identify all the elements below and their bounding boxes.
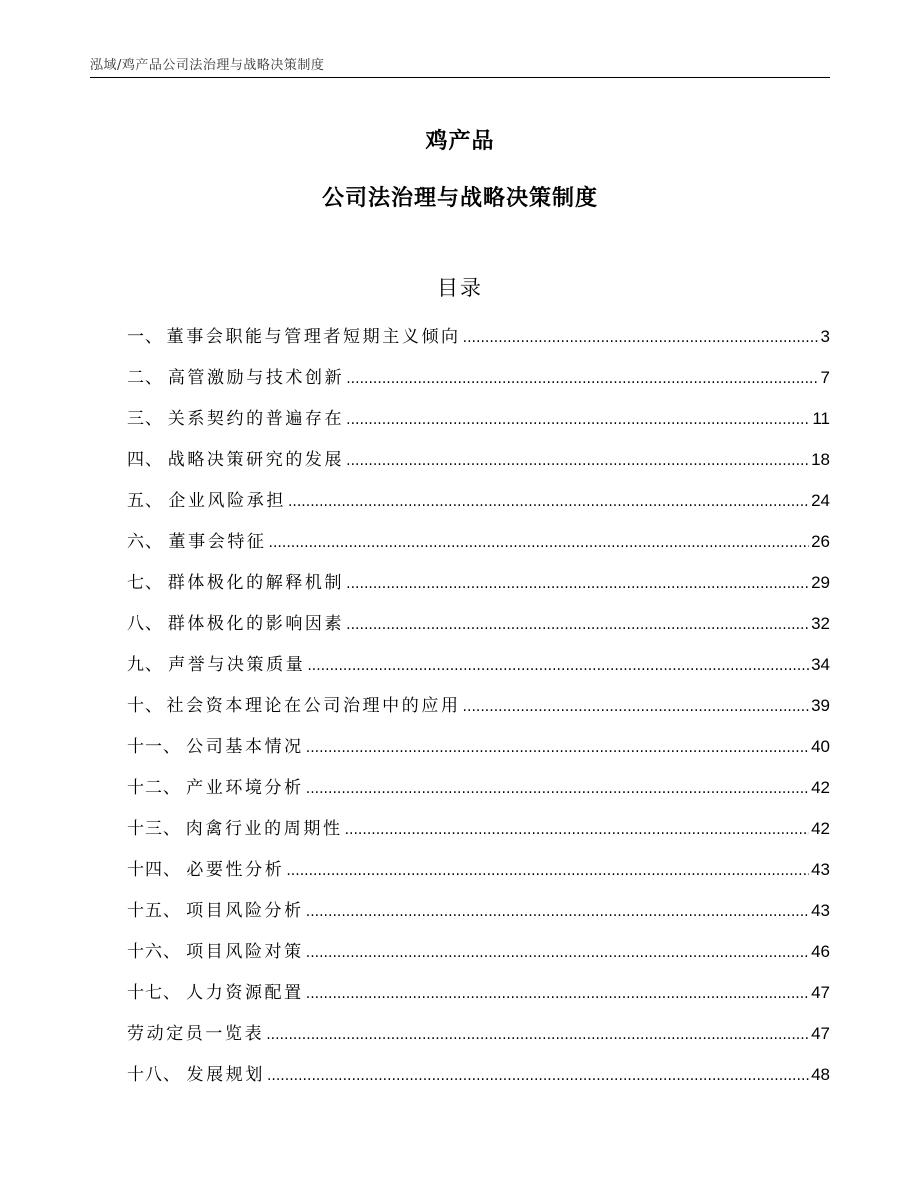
toc-entry-page-number: 48 [811,1065,830,1084]
toc-entry-page-number: 46 [811,942,830,961]
toc-entry[interactable] [127,611,830,652]
toc-entry-title: 产业环境分析 [186,778,304,798]
toc-entry-number: 十七、 [127,983,181,1003]
toc-entry-title: 高管激励与技术创新 [167,368,345,388]
toc-entry-number: 二、 [127,368,163,388]
toc-entry-dot-leader [463,694,810,720]
toc-entry[interactable] [127,734,830,775]
toc-entry-title: 声誉与决策质量 [168,655,306,675]
toc-entry-page-number: 26 [811,532,830,551]
toc-entry-dot-leader [266,1022,809,1048]
toc-entry-dot-leader [306,735,809,761]
toc-entry-page-number: 24 [811,491,830,510]
toc-entry-number: 五、 [127,491,163,511]
toc-entry-dot-leader [346,448,809,474]
toc-entry-dot-leader [345,817,810,843]
document-title-line-2: 公司法治理与战略决策制度 [321,186,598,211]
toc-entry-dot-leader [306,776,809,802]
toc-heading: 目录 [437,276,483,300]
toc-entry-dot-leader [267,1063,809,1089]
toc-entry[interactable] [127,529,830,570]
toc-entry-number: 七、 [127,573,163,593]
toc-entry[interactable] [127,447,830,488]
toc-entry-dot-leader [307,653,809,679]
toc-entry[interactable] [127,898,830,939]
toc-entry-title: 企业风险承担 [168,491,286,511]
toc-entry-title: 董事会职能与管理者短期主义倾向 [166,327,461,347]
toc-entry-title: 关系契约的普遍存在 [167,409,345,429]
toc-entry-number: 十六、 [127,942,181,962]
toc-entry-number: 八、 [127,614,163,634]
toc-entry-page-number: 32 [811,614,830,633]
toc-entry-page-number: 34 [811,655,830,674]
toc-entry-number: 十五、 [127,901,181,921]
toc-entry-title: 群体极化的影响因素 [167,614,345,634]
toc-entry-dot-leader [463,325,819,351]
toc-entry[interactable] [127,570,830,611]
toc-entry-number: 四、 [127,450,163,470]
toc-entry[interactable] [127,775,830,816]
toc-entry-page-number: 11 [812,409,830,428]
toc-entry[interactable] [127,693,830,734]
toc-entry-page-number: 42 [811,778,830,797]
toc-entry-page-number: 39 [811,696,830,715]
toc-entry-number: 十三、 [127,819,181,839]
toc-entry-page-number: 43 [811,901,830,920]
toc-entry-number: 三、 [127,409,163,429]
toc-entry[interactable] [127,652,830,693]
toc-entry-dot-leader [346,407,810,433]
toc-entry-page-number: 47 [811,1024,830,1043]
toc-entry-number: 一、 [127,327,163,347]
toc-entry-title: 必要性分析 [186,860,285,880]
toc-entry[interactable] [127,857,830,898]
toc-entry-title: 董事会特征 [168,532,267,552]
toc-entry-dot-leader [269,530,810,556]
toc-entry-number: 十一、 [127,737,181,757]
table-of-contents [127,324,830,1103]
toc-entry[interactable] [127,324,830,365]
toc-entry-title: 社会资本理论在公司治理中的应用 [166,696,461,716]
header-divider [90,77,830,78]
toc-entry-dot-leader [346,571,809,597]
toc-entry-title: 群体极化的解释机制 [167,573,345,593]
toc-entry-title: 项目风险分析 [186,901,304,921]
toc-entry-title: 项目风险对策 [186,942,304,962]
toc-entry-title: 发展规划 [186,1065,265,1085]
toc-entry-page-number: 40 [811,737,830,756]
toc-entry-title: 公司基本情况 [186,737,304,757]
toc-entry-dot-leader [288,489,809,515]
toc-entry[interactable] [127,406,830,447]
document-title-line-1: 鸡产品 [425,129,495,154]
toc-entry[interactable] [127,939,830,980]
toc-entry-number: 十四、 [127,860,181,880]
toc-entry-page-number: 3 [820,327,830,346]
toc-entry[interactable] [127,1062,830,1103]
toc-entry-dot-leader [286,858,809,884]
toc-entry[interactable] [127,365,830,406]
toc-entry-page-number: 43 [811,860,830,879]
toc-entry-number: 六、 [127,532,163,552]
toc-entry-title: 人力资源配置 [186,983,304,1003]
toc-entry[interactable] [127,816,830,857]
toc-entry-page-number: 42 [811,819,830,838]
toc-entry[interactable] [127,1021,830,1062]
toc-entry-number: 十八、 [127,1065,181,1085]
toc-entry-number: 十、 [127,696,163,716]
toc-entry-dot-leader [346,366,818,392]
toc-entry-number: 十二、 [127,778,181,798]
toc-entry-page-number: 18 [811,450,830,469]
toc-entry-number: 九、 [127,655,163,675]
toc-entry[interactable] [127,488,830,529]
toc-entry-title: 劳动定员一览表 [127,1024,265,1044]
toc-entry-page-number: 29 [811,573,830,592]
toc-entry-title: 战略决策研究的发展 [167,450,345,470]
toc-entry-page-number: 47 [811,983,830,1002]
toc-entry-dot-leader [346,612,809,638]
toc-entry-page-number: 7 [820,368,830,387]
running-header: 泓域/鸡产品公司法治理与战略决策制度 [90,58,325,73]
toc-entry[interactable] [127,980,830,1021]
toc-entry-dot-leader [306,981,809,1007]
toc-entry-dot-leader [306,899,809,925]
toc-entry-title: 肉禽行业的周期性 [185,819,343,839]
toc-entry-dot-leader [306,940,809,966]
